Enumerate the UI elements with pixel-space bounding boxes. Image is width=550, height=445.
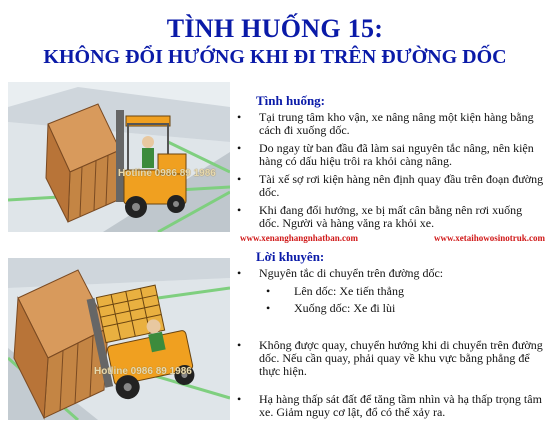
list-item: • Khi đang đổi hướng, xe bị mất cân bằng nên rơi xuống dốc. Người và hàng văng ra khỏi xe. <box>234 204 544 230</box>
bullet-icon: • <box>237 110 242 124</box>
slide-subtitle: KHÔNG ĐỔI HƯỚNG KHI ĐI TRÊN ĐƯỜNG DỐC <box>43 46 507 68</box>
bullet-icon: • <box>266 284 271 298</box>
bullet-icon: • <box>237 266 242 280</box>
forklift-tipping-drawing <box>8 258 230 420</box>
situation-panel <box>234 94 544 235</box>
list-item: • Nguyên tắc di chuyển trên đường dốc: <box>234 267 544 280</box>
website-link-left[interactable]: www.xenanghangnhatban.com <box>240 233 359 243</box>
sub-list-item: • Lên dốc: Xe tiến thẳng <box>256 285 544 298</box>
slide-title: TÌNH HUỐNG 15: <box>166 14 384 43</box>
advice-heading: Lời khuyên: <box>256 249 325 264</box>
list-item: • Tài xế sợ rơi kiện hàng nên định quay đầu trên đoạn đường dốc. <box>234 173 544 199</box>
list-item: • Không được quay, chuyển hướng khi di chuyển trên đường dốc. Nếu cần quay, phải quay về khu vực bằng phẳng để thực hiện. <box>234 339 544 378</box>
bullet-icon: • <box>237 172 242 186</box>
sub-list-item: • Xuống dốc: Xe đi lùi <box>256 302 544 315</box>
forklift-on-ramp-illustration <box>8 82 230 232</box>
bullet-icon: • <box>266 301 271 315</box>
hotline-watermark: Hotline 0986 89 1986 <box>94 366 192 377</box>
forklift-ramp-drawing <box>8 82 230 232</box>
bullet-icon: • <box>237 338 242 352</box>
forklift-tipping-illustration <box>8 258 230 420</box>
situation-heading: Tình huống: <box>256 93 326 108</box>
hotline-watermark: Hotline 0986 89 1986 <box>118 168 216 179</box>
website-links <box>240 233 545 243</box>
bullet-icon: • <box>237 203 242 217</box>
list-item: • Do ngay từ ban đầu đã làm sai nguyên tắc nâng, nên kiện hàng có dấu hiệu trôi ra khỏi càng nâng. <box>234 142 544 168</box>
bullet-icon: • <box>237 392 242 406</box>
bullet-icon: • <box>237 141 242 155</box>
list-item: • Hạ hàng thấp sát đất để tăng tầm nhìn và hạ thấp trọng tâm xe. Giảm nguy cơ lật, đổ có thể xảy ra. <box>234 393 544 419</box>
website-link-right[interactable]: www.xetaihowosinotruk.com <box>433 233 545 243</box>
advice-panel <box>234 250 544 424</box>
list-item: • Tại trung tâm kho vận, xe nâng nâng một kiện hàng bằng cách đi xuống dốc. <box>234 111 544 137</box>
